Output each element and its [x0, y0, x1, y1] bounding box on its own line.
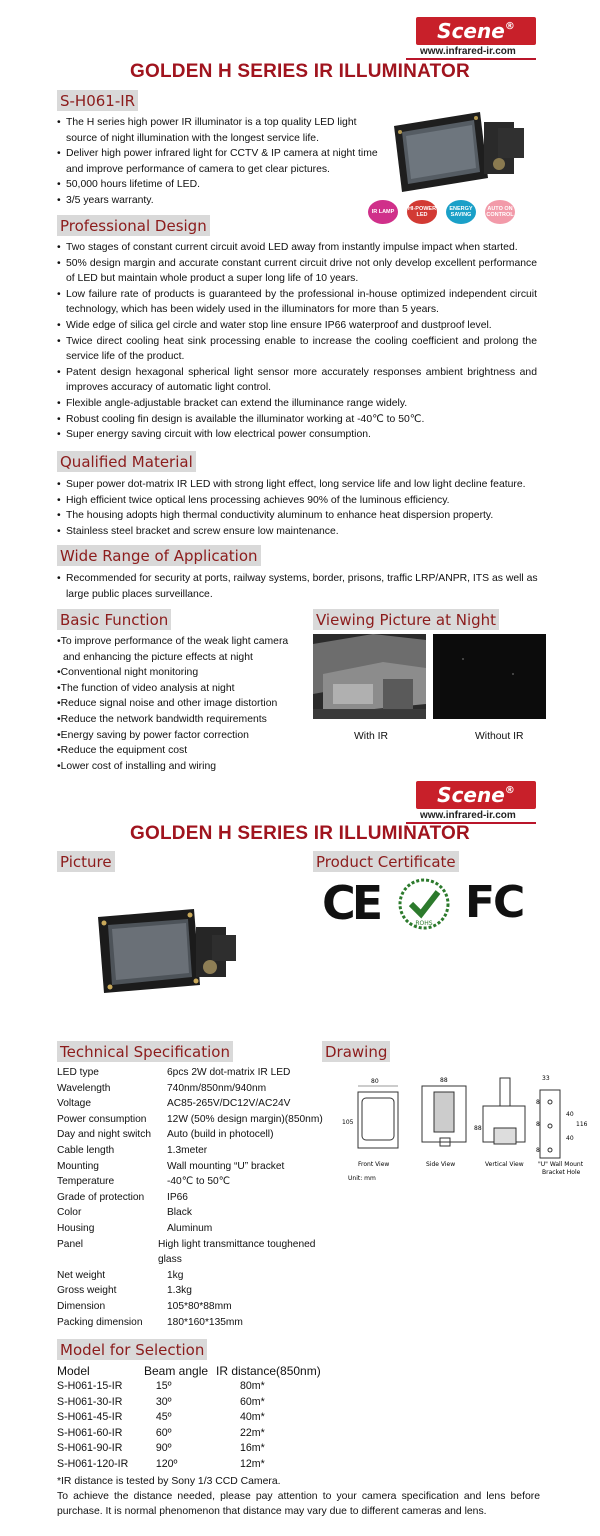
page-title: GOLDEN H SERIES IR ILLUMINATOR — [130, 61, 470, 82]
svg-text:40: 40 — [566, 1111, 574, 1118]
list-item: • Conventional night monitoring — [57, 665, 307, 681]
spec-row — [57, 1127, 327, 1143]
notes — [57, 1474, 540, 1519]
spec-key: LED type — [57, 1067, 99, 1078]
spec-value: 1kg — [167, 1269, 184, 1281]
table-cell: S-H061-120-IR — [57, 1457, 129, 1470]
spec-key: Day and night switch — [57, 1129, 152, 1141]
qualified-bullets — [57, 477, 542, 539]
list-item: • Robust cooling fin design is available the illuminator working at -40℃ to 50℃. — [57, 412, 537, 428]
spec-key: Voltage — [57, 1098, 91, 1110]
list-item: • Reduce signal noise and other image distortion — [57, 696, 307, 712]
list-item: • The H series high power IR illuminator is a top quality LED light source of night illumination with the longest service life. — [57, 115, 379, 146]
list-item: • High efficient twice optical lens processing achieves 90% of the luminous efficiency. — [57, 493, 542, 509]
auto-on-control-badge: AUTO ON CONTROL — [485, 200, 515, 224]
svg-text:"U" Wall Mount: "U" Wall Mount — [538, 1161, 584, 1168]
spec-row — [57, 1299, 327, 1315]
table-cell: S-H061-30-IR — [57, 1395, 123, 1408]
spec-row — [57, 1096, 327, 1112]
ir-lamp-badge: IR LAMP — [368, 200, 398, 224]
svg-text:Front View: Front View — [358, 1161, 390, 1168]
spec-value: Aluminum — [167, 1222, 213, 1234]
spec-key: Grade of protection — [57, 1191, 145, 1203]
technical-heading: Technical Specification — [57, 1041, 233, 1062]
energy-saving-badge: ENERGY SAVING — [446, 200, 476, 224]
caption-with-ir: With IR — [354, 731, 389, 742]
qualified-heading: Qualified Material — [57, 451, 196, 472]
table-cell: 90º — [155, 1442, 172, 1455]
night-image-without-ir — [433, 634, 546, 719]
list-item: • Deliver high power infrared light for CCTV & IP camera at night time and improve performance of camera to get clear pictures. — [57, 146, 379, 177]
svg-text:88: 88 — [474, 1125, 482, 1132]
product-picture — [90, 905, 240, 995]
list-item: • 50% design margin and accurate constant current circuit drive not only develop excellent performance of LED but maintain whole product a super long life of 10 years. — [57, 256, 537, 287]
table-cell: S-H061-90-IR — [57, 1442, 123, 1455]
spec-key: Net weight — [57, 1269, 106, 1281]
svg-text:88: 88 — [440, 1077, 448, 1084]
spec-value: 740nm/850nm/940nm — [167, 1082, 267, 1094]
table-cell: 16m* — [240, 1442, 265, 1455]
spec-row — [57, 1205, 327, 1221]
spec-value: High light transmittance toughened glass — [158, 1238, 316, 1266]
brand-url-2: www.infrared-ir.com — [420, 810, 516, 821]
table-cell: 60º — [155, 1426, 172, 1439]
spec-value: 6pcs 2W dot-matrix IR LED — [167, 1067, 291, 1078]
ce-logo: CE — [322, 876, 380, 930]
svg-text:8: 8 — [536, 1121, 540, 1128]
model-table — [57, 1363, 357, 1473]
hi-power-led-badge: HI-POWER LED — [407, 200, 437, 224]
list-item: • Energy saving by power factor correction — [57, 728, 307, 744]
night-image-with-ir — [313, 634, 426, 719]
svg-text:Unit: mm: Unit: mm — [348, 1175, 376, 1182]
fc-logo: FC — [465, 877, 524, 928]
spec-key: Mounting — [57, 1160, 99, 1172]
spec-key: Cable length — [57, 1144, 115, 1156]
svg-text:Bracket Hole: Bracket Hole — [542, 1169, 581, 1176]
spec-key: Housing — [57, 1222, 95, 1234]
spec-row — [57, 1159, 327, 1175]
wide-bullets — [57, 571, 542, 602]
brand-logo: Scene® — [416, 17, 536, 45]
svg-text:Vertical View: Vertical View — [485, 1161, 524, 1168]
spec-value: 180*160*135mm — [167, 1316, 243, 1328]
basic-functions — [57, 634, 307, 774]
table-cell: 15º — [155, 1380, 172, 1392]
list-item: • Twice direct cooling heat sink processing enable to increase the cooling coefficient and prolong the service life of the product. — [57, 334, 537, 365]
table-cell: 30º — [155, 1395, 172, 1408]
spec-table — [57, 1065, 327, 1330]
table-cell: 12m* — [240, 1457, 265, 1470]
spec-row — [57, 1283, 327, 1299]
spec-key: Dimension — [57, 1300, 106, 1312]
list-item: • Low failure rate of products is guaranteed by the professional in-house optimized independent circuit technology, which has been widely used in the illuminators for more than 5 years. — [57, 287, 537, 318]
svg-text:116: 116 — [576, 1121, 588, 1128]
spec-value: Wall mounting “U” bracket — [167, 1160, 285, 1172]
spec-key: Temperature — [57, 1176, 115, 1188]
table-cell: 40m* — [240, 1411, 265, 1424]
spec-value: AC85-265V/DC12V/AC24V — [167, 1098, 291, 1110]
table-row — [57, 1410, 357, 1426]
svg-text:40: 40 — [566, 1135, 574, 1142]
spec-value: 105*80*88mm — [167, 1300, 232, 1312]
table-row — [57, 1441, 357, 1457]
svg-text:8: 8 — [536, 1099, 540, 1106]
table-cell: 45º — [155, 1411, 172, 1424]
brand-url: www.infrared-ir.com — [420, 46, 516, 57]
spec-value: -40℃ to 50℃ — [167, 1176, 231, 1188]
feature-badges — [368, 200, 515, 224]
svg-text:Side View: Side View — [426, 1161, 456, 1168]
table-cell: 22m* — [240, 1426, 265, 1439]
dimension-drawing — [340, 1068, 590, 1188]
brand-logo-2: Scene® — [416, 781, 536, 809]
drawing-heading: Drawing — [322, 1041, 390, 1062]
spec-row — [57, 1315, 327, 1331]
svg-text:80: 80 — [371, 1078, 379, 1085]
spec-row — [57, 1112, 327, 1128]
spec-value: Black — [167, 1207, 192, 1219]
table-cell: 120º — [155, 1457, 178, 1470]
spec-value: IP66 — [167, 1191, 188, 1203]
spec-value: 1.3kg — [167, 1285, 192, 1297]
table-row — [57, 1426, 357, 1442]
table-cell: S-H061-45-IR — [57, 1411, 123, 1424]
spec-row — [57, 1190, 327, 1206]
table-cell: S-H061-15-IR — [57, 1380, 123, 1392]
spec-row — [57, 1268, 327, 1284]
viewing-heading: Viewing Picture at Night — [313, 609, 499, 630]
list-item: • Flexible angle-adjustable bracket can extend the illuminance range widely. — [57, 396, 537, 412]
spec-value: 1.3meter — [167, 1144, 208, 1156]
list-item: • Patent design hexagonal spherical light sensor more accurately responses ambient brightness and improves accuracy of automatic light control. — [57, 365, 537, 396]
rohs-label: ROHS — [415, 920, 433, 927]
list-item: • Wide edge of silica gel circle and water stop line ensure IP66 waterproof and dustproof level. — [57, 318, 537, 334]
table-cell: S-H061-60-IR — [57, 1426, 123, 1439]
spec-row — [57, 1143, 327, 1159]
note-distance: To achieve the distance needed, please pay attention to your camera specification and lens before purchase. It is normal phenomenon that distance may vary due to different cameras and lens. — [57, 1491, 540, 1517]
list-item: • The housing adopts high thermal conductivity aluminum to enhance heat dispersion property. — [57, 508, 542, 524]
spec-row — [57, 1237, 327, 1268]
table-header: Model Beam angle IR distance(850nm) — [57, 1364, 321, 1378]
spec-row — [57, 1174, 327, 1190]
list-item: • Super energy saving circuit with low electrical power consumption. — [57, 427, 537, 443]
list-item: • Stainless steel bracket and screw ensure low maintenance. — [57, 524, 542, 540]
spec-key: Color — [57, 1207, 82, 1219]
spec-key: Gross weight — [57, 1285, 117, 1297]
table-row — [57, 1395, 357, 1411]
spec-key: Panel — [57, 1238, 84, 1250]
table-cell: 80m* — [240, 1380, 265, 1392]
basic-heading: Basic Function — [57, 609, 171, 630]
table-row — [57, 1457, 357, 1473]
rohs-logo — [398, 878, 450, 930]
list-item: • Super power dot-matrix IR LED with strong light effect, long service life and low light decline feature. — [57, 477, 542, 493]
spec-key: Power consumption — [57, 1113, 147, 1125]
intro-bullets — [57, 115, 379, 209]
list-item: • Reduce the equipment cost — [57, 743, 307, 759]
professional-bullets — [57, 240, 537, 443]
svg-text:33: 33 — [542, 1075, 550, 1082]
table-cell: 60m* — [240, 1395, 265, 1408]
svg-text:8: 8 — [536, 1147, 540, 1154]
title-rule — [406, 58, 536, 60]
list-item: • 50,000 hours lifetime of LED. — [57, 177, 379, 193]
spec-row — [57, 1221, 327, 1237]
certificate-heading: Product Certificate — [313, 851, 459, 872]
caption-without-ir: Without IR — [475, 731, 524, 742]
svg-text:105: 105 — [342, 1119, 354, 1126]
list-item: • Lower cost of installing and wiring — [57, 759, 307, 775]
list-item: • To improve performance of the weak light camera — [57, 634, 307, 650]
list-item-continued: and enhancing the picture effects at night — [63, 651, 253, 663]
spec-key: Packing dimension — [57, 1316, 143, 1328]
spec-row — [57, 1081, 327, 1097]
spec-value: 12W (50% design margin)(850nm) — [167, 1113, 323, 1125]
list-item: • The function of video analysis at night — [57, 681, 307, 697]
list-item: • Two stages of constant current circuit avoid LED away from instantly impulse impact when started. — [57, 240, 537, 256]
list-item: • Recommended for security at ports, railway systems, border, prisons, traffic LRP/ANPR, ITS as well as large public places surveillance. — [57, 571, 542, 602]
note-ccd: *IR distance is tested by Sony 1/3 CCD Camera. — [57, 1476, 281, 1487]
spec-row — [57, 1065, 327, 1081]
list-item: • 3/5 years warranty. — [57, 193, 379, 209]
table-row — [57, 1379, 357, 1395]
model-selection-heading: Model for Selection — [57, 1339, 207, 1360]
picture-heading: Picture — [57, 851, 115, 872]
model-heading: S-H061-IR — [57, 90, 138, 111]
wide-heading: Wide Range of Application — [57, 545, 261, 566]
page-title-2: GOLDEN H SERIES IR ILLUMINATOR — [130, 823, 470, 844]
professional-heading: Professional Design — [57, 215, 210, 236]
product-image — [388, 108, 528, 194]
spec-key: Wavelength — [57, 1082, 111, 1094]
list-item: • Reduce the network bandwidth requirements — [57, 712, 307, 728]
spec-value: Auto (build in photocell) — [167, 1129, 274, 1141]
